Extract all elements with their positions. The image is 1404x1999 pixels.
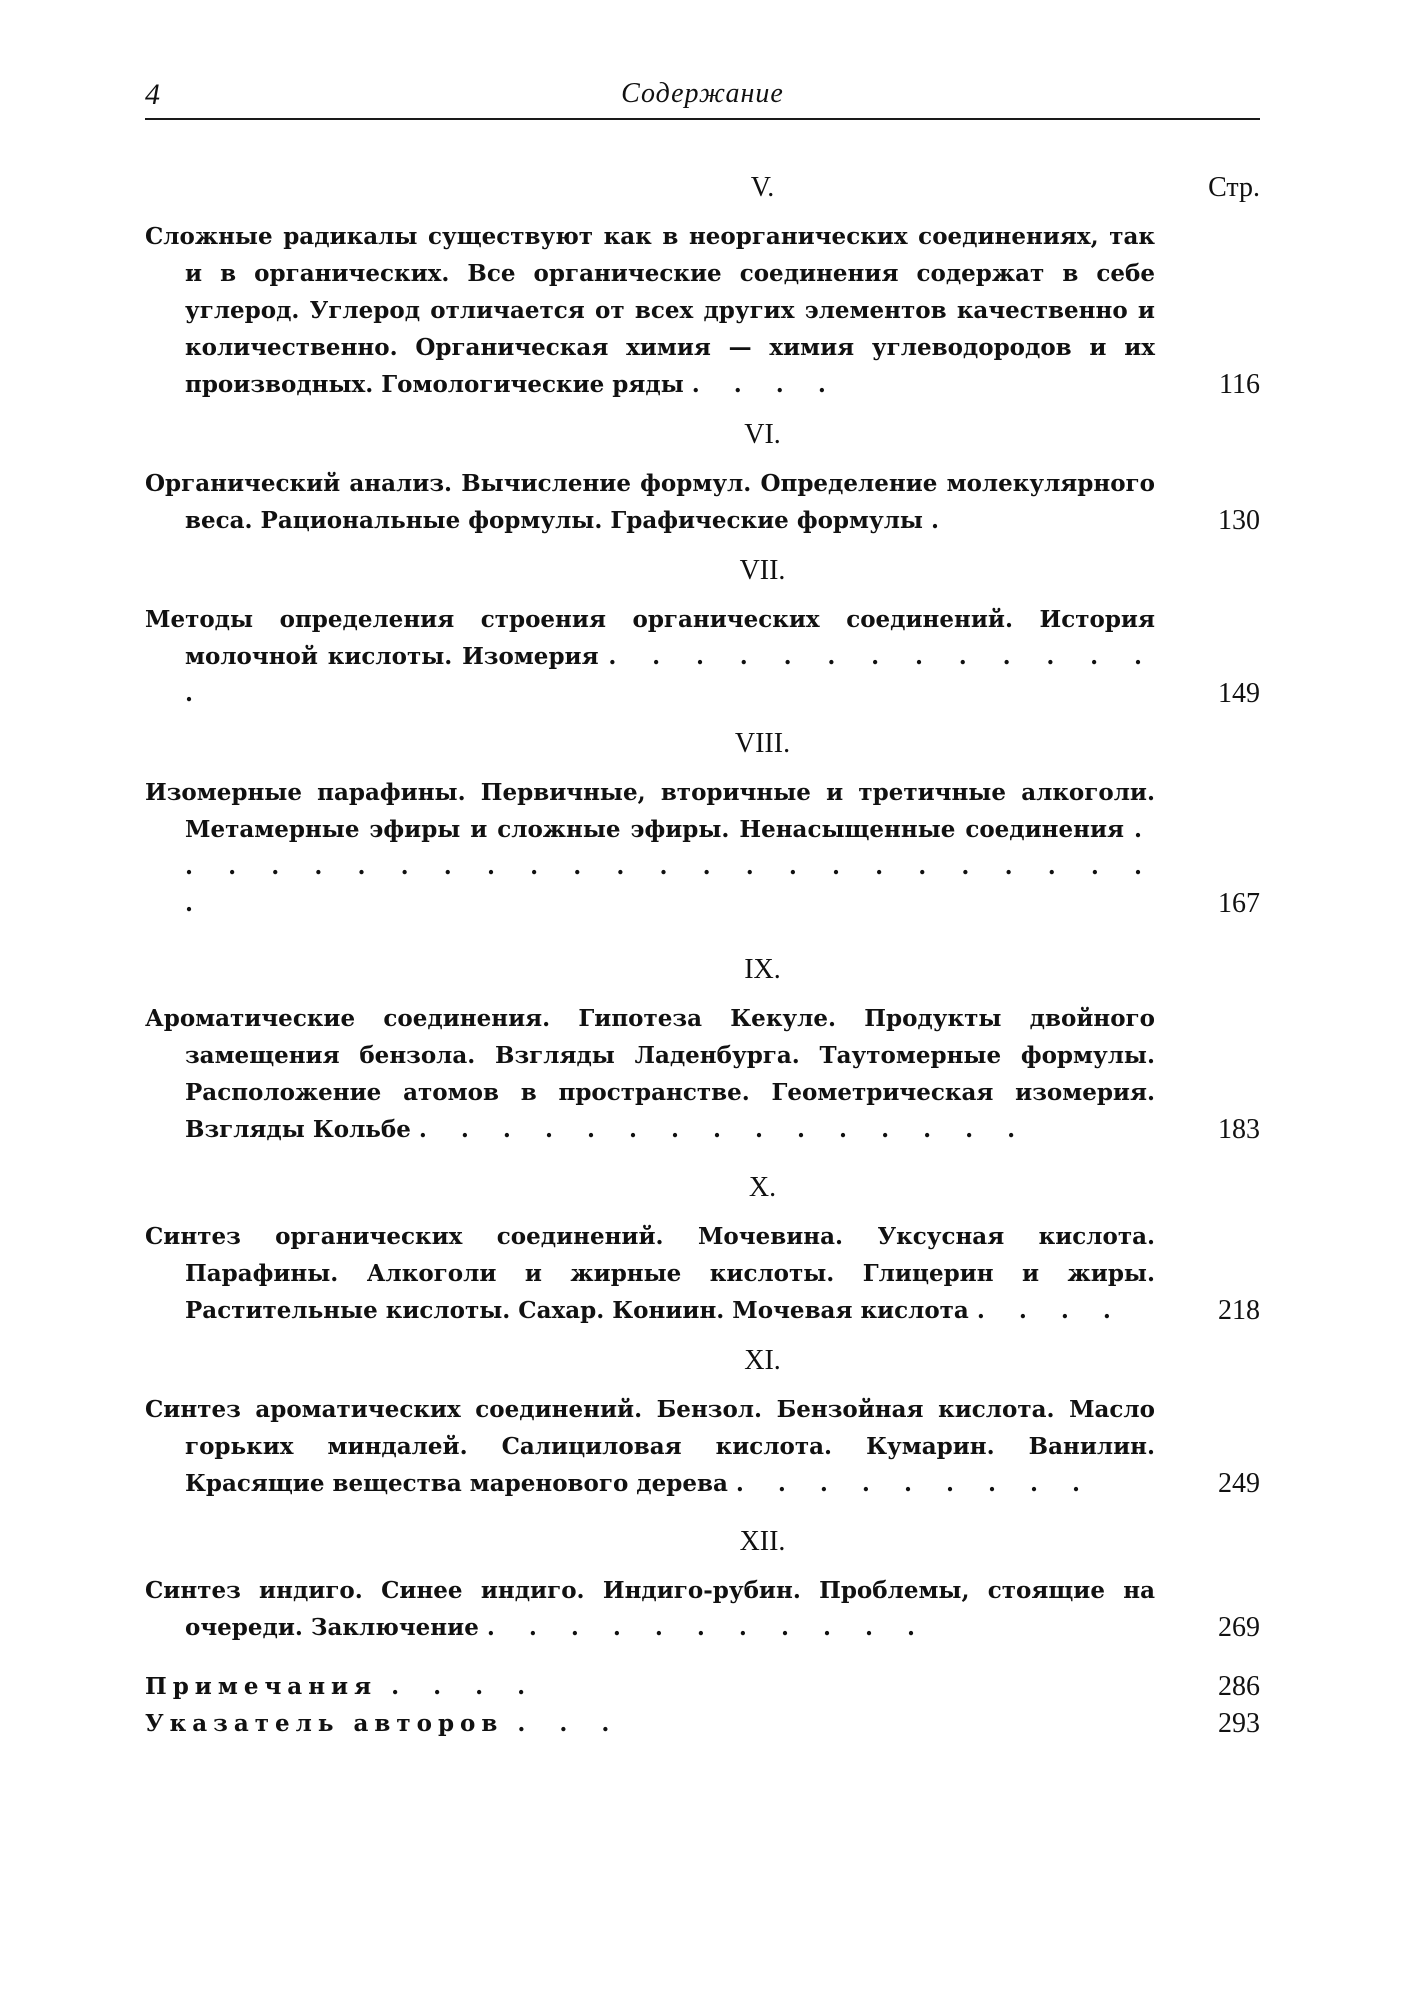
entry-page-number: 167 — [1218, 888, 1260, 919]
chapter-numeral: XI. — [744, 1345, 781, 1376]
toc-entry — [145, 1000, 1260, 1148]
entry-title: Изомерные парафины. Первичные, вторичные и третичные алкоголи. Метамерные эфиры и сложные эфиры. Ненасыщенные соединения — [145, 779, 1155, 843]
chapter-v — [145, 170, 1260, 403]
entry-title: Ароматические соединения. Гипотеза Кекуле. Продукты двойного замещения бензола. Взгляды Ладенбурга. Таутомерные формулы. Расположение атомов в пространстве. Геометрическая изомерия. Взгляды Кольбе — [145, 1005, 1155, 1143]
entry-page-number: 249 — [1218, 1468, 1260, 1499]
toc-entry — [145, 601, 1260, 712]
entry-text — [145, 1391, 1155, 1502]
entry-title: Синтез индиго. Синее индиго. Индиго-рубин. Проблемы, стоящие на очереди. Заключение — [145, 1577, 1155, 1641]
entry-text — [145, 1218, 1155, 1329]
entry-text — [145, 1000, 1155, 1148]
dot-leader: . . . . . . . . . . . — [486, 1614, 928, 1641]
dot-leader: . . . . — [391, 1673, 539, 1700]
entry-text — [145, 1572, 1155, 1646]
entry-text — [145, 774, 1155, 922]
entry-page-number: 130 — [1218, 505, 1260, 536]
chapter-vii — [145, 553, 1260, 712]
entry-text — [145, 601, 1155, 712]
toc-entry — [145, 465, 1260, 539]
toc-entry — [145, 1218, 1260, 1329]
dot-leader: . — [930, 507, 952, 534]
running-title: Содержание — [621, 78, 784, 109]
entry-page-number: 116 — [1219, 369, 1260, 400]
chapter-xii — [145, 1524, 1260, 1646]
entry-page-number: 183 — [1218, 1114, 1260, 1145]
chapter-vi — [145, 417, 1260, 539]
entry-title: Органический анализ. Вычисление формул. Определение молекулярного веса. Рациональные формулы. Графические формулы — [145, 470, 1155, 534]
entry-text — [145, 218, 1155, 403]
entry-title: Синтез ароматических соединений. Бензол. Бензойная кислота. Масло горьких миндалей. Салициловая кислота. Кумарин. Ванилин. Красящие вещества маренового дерева — [145, 1396, 1155, 1497]
table-of-contents — [145, 170, 1260, 1742]
entry-title: Примечания — [145, 1673, 378, 1700]
entry-title: Методы определения строения органических соединений. История молочной кислоты. Изомерия — [145, 606, 1155, 670]
chapter-x — [145, 1170, 1260, 1329]
chapter-numeral: VIII. — [734, 728, 791, 759]
toc-entry — [145, 218, 1260, 403]
entry-page-number: 293 — [1218, 1708, 1260, 1739]
chapter-numeral: IX. — [744, 954, 781, 985]
page-number: 4 — [145, 78, 160, 111]
dot-leader: . . . . . . . . . — [735, 1470, 1094, 1497]
chapter-numeral: XII. — [739, 1526, 786, 1557]
chapter-xi — [145, 1343, 1260, 1502]
dot-leader: . . . . — [691, 371, 839, 398]
toc-entry-author-index — [145, 1705, 1260, 1742]
entry-page-number: 149 — [1218, 678, 1260, 709]
dot-leader: . . . . . . . . . . . . . . . — [418, 1116, 1029, 1143]
entry-text — [145, 1668, 1155, 1705]
dot-leader: . . . — [517, 1710, 623, 1737]
entry-page-number: 269 — [1218, 1612, 1260, 1643]
page-column-label: Стр. — [1208, 172, 1260, 203]
entry-text — [145, 1705, 1155, 1742]
page-header — [145, 78, 1260, 120]
back-matter — [145, 1668, 1260, 1742]
entry-text — [145, 465, 1155, 539]
toc-entry — [145, 774, 1260, 922]
chapter-numeral: V. — [750, 172, 775, 203]
dot-leader: . . . . — [976, 1297, 1124, 1324]
chapter-numeral: X. — [748, 1172, 777, 1203]
dot-leader: . . . . . . . . . . . . . . . . . . . . . . . . . — [185, 816, 1155, 917]
entry-title: Сложные радикалы существуют как в неорганических соединениях, так и в органических. Все органические соединения содержат в себе углерод. Углерод отличается от всех других элементов качественно и количественно. Органическая химия — химия углеводородов и их производных. Гомологические ряды — [145, 223, 1155, 398]
entry-title: Синтез органических соединений. Мочевина. Уксусная кислота. Парафины. Алкоголи и жирные кислоты. Глицерин и жиры. Растительные кислоты. Сахар. Кониин. Мочевая кислота — [145, 1223, 1155, 1324]
chapter-ix — [145, 952, 1260, 1148]
toc-entry — [145, 1572, 1260, 1646]
dot-leader: . . . . . . . . . . . . . . — [185, 643, 1155, 707]
entry-page-number: 218 — [1218, 1295, 1260, 1326]
entry-page-number: 286 — [1218, 1671, 1260, 1702]
toc-entry — [145, 1391, 1260, 1502]
chapter-numeral: VI. — [744, 419, 781, 450]
chapter-numeral: VII. — [739, 555, 786, 586]
chapter-viii — [145, 726, 1260, 922]
toc-entry-notes — [145, 1668, 1260, 1705]
entry-title: Указатель авторов — [145, 1710, 504, 1737]
